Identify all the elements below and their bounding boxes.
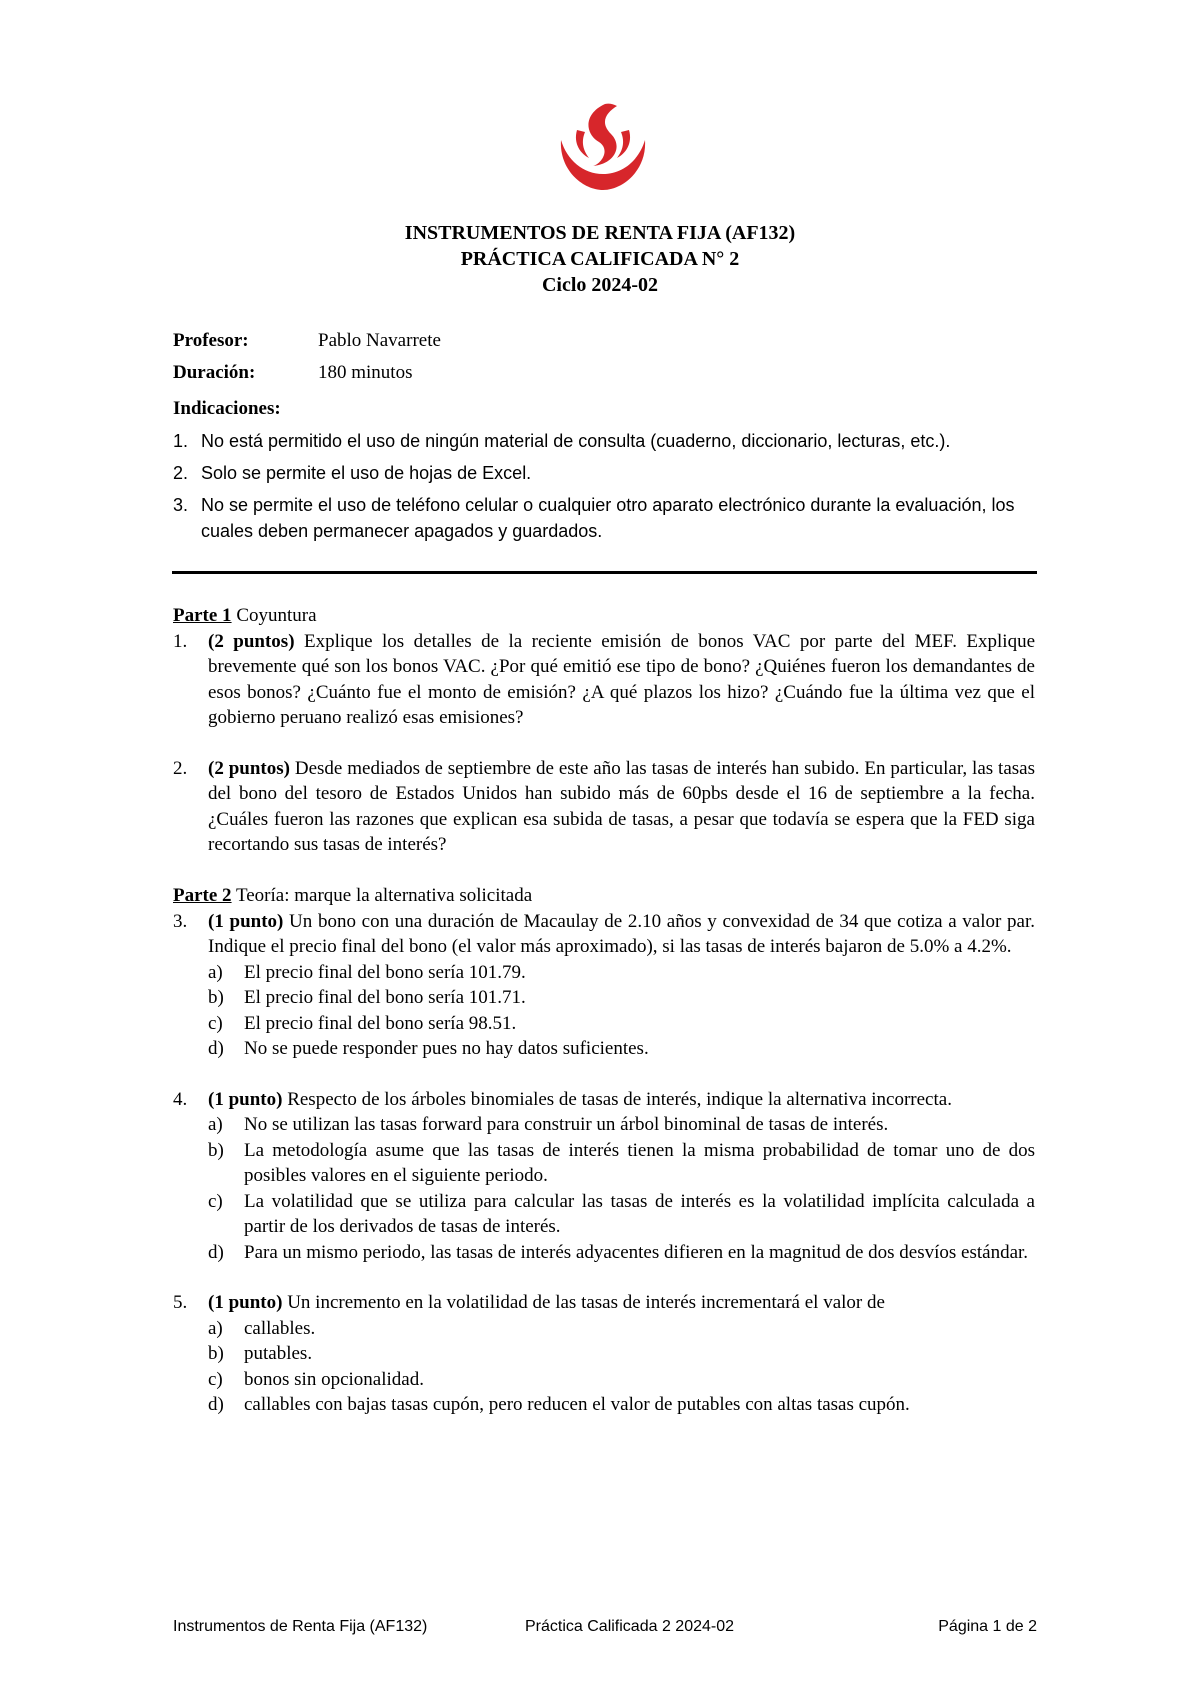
option: a) No se utilizan las tasas forward para construir un árbol binominal de tasas de interés. — [208, 1114, 889, 1135]
option: d) No se puede responder pues no hay datos suficientes. — [208, 1038, 649, 1059]
section-divider — [172, 571, 1037, 574]
option: b) putables. — [208, 1343, 313, 1364]
parte-1 — [173, 603, 1035, 858]
indicaciones-list — [173, 428, 1043, 550]
question-4: 4. (1 punto) Respecto de los árboles binomiales de tasas de interés, indique la alternativa incorrecta. a) No se utilizan las tasas forward para construir un árbol binominal de tasas de interés. b) La metodología asume que las tasas de interés tienen la misma probabilidad de tomar uno de dos posibles valores en el siguiente periodo. c) La volatilidad que se utiliza para calcular las tasas de interés es la volatilidad implícita calculada a partir de los derivados de tasas de interés. d) Para un mismo periodo, las tasas de interés adyacentes difieren en la magnitud de dos desvíos estándar. — [173, 1087, 1035, 1266]
question-1: 1. (2 puntos) Explique los detalles de la reciente emisión de bonos VAC por parte del MEF. Explique brevemente qué son los bonos VAC. ¿Por qué emitió ese tipo de bono? ¿Quiénes fueron los demandantes de esos bonos? ¿Cuánto fue el monto de emisión? ¿A qué plazos los hizo? ¿Cuándo fue la última vez que el gobierno peruano realizó esas emisiones? — [173, 630, 1036, 728]
parte-1-title: Parte 1 Coyuntura — [173, 605, 317, 626]
option: a) callables. — [208, 1317, 316, 1339]
course-title: INSTRUMENTOS DE RENTA FIJA (AF132) — [404, 222, 796, 244]
footer-left: Instrumentos de Renta Fija (AF132) — [173, 1618, 428, 1635]
footer-page-number: Página 1 de 2 — [938, 1618, 1037, 1635]
parte-2 — [173, 883, 1035, 1418]
list-item: 1. No está permitido el uso de ningún material de consulta (cuaderno, diccionario, lecturas, etc.). — [173, 431, 951, 451]
exam-header — [0, 220, 1200, 298]
question-2: 2. (2 puntos) Desde mediados de septiembre de este año las tasas de interés han subido. En particular, las tasas del bono del tesoro de Estados Unidos han subido más de 60pbs desde el 16 de septiembre a la fecha. ¿Cuáles fueron las razones que explican esa subida de tasas, a pesar que todavía se espera que la FED siga recortando sus tasas de interés? — [173, 757, 1035, 855]
question-5: 5. (1 punto) Un incremento en la volatilidad de las tasas de interés incrementará el valor de a) callables. b) putables. c) bonos sin opcionalidad. d) callables con bajas tasas cupón, pero reducen el valor de putables con altas tasas cupón. — [173, 1290, 1035, 1418]
parte-2-title: Parte 2 Teoría: marque la alternativa solicitada — [173, 885, 533, 906]
question-3: 3. (1 punto) Un bono con una duración de Macaulay de 2.10 años y convexidad de 34 que cotiza a valor par. Indique el precio final del bono (el valor más aproximado), si las tasas de interés bajaron de 5.0% a 4.2%. a) El precio final del bono sería 101.79. b) El precio final del bono sería 101.71. c) El precio final del bono sería 98.51. d) No se puede responder pues no hay datos suficientes. — [173, 909, 1035, 1062]
footer-center: Práctica Calificada 2 2024-02 — [525, 1618, 735, 1635]
indicaciones-label: Indicaciones: — [173, 398, 281, 419]
profesor-value: Pablo Navarrete — [318, 330, 441, 351]
profesor-label: Profesor: — [173, 330, 249, 351]
option: b) El precio final del bono sería 101.71. — [208, 987, 526, 1008]
university-logo-icon — [553, 100, 653, 192]
exam-title: PRÁCTICA CALIFICADA N° 2 — [460, 248, 740, 270]
duracion-value: 180 minutos — [318, 362, 413, 383]
cycle: Ciclo 2024-02 — [541, 274, 659, 296]
list-item: 2. Solo se permite el uso de hojas de Excel. — [173, 463, 532, 483]
option: a) El precio final del bono sería 101.79. — [208, 961, 526, 983]
option: d) callables con bajas tasas cupón, pero reducen el valor de putables con altas tasas cupón. — [208, 1394, 910, 1415]
list-item: 3. No se permite el uso de teléfono celular o cualquier otro aparato electrónico durante la evaluación, los cuales deben permanecer apagados y guardados. — [173, 495, 1015, 541]
option: c) La volatilidad que se utiliza para calcular las tasas de interés es la volatilidad implícita calculada a partir de los derivados de tasas de interés. — [208, 1190, 1035, 1237]
option: d) Para un mismo periodo, las tasas de interés adyacentes difieren en la magnitud de dos desvíos estándar. — [208, 1241, 1029, 1263]
option: c) bonos sin opcionalidad. — [208, 1368, 424, 1390]
duracion-label: Duración: — [173, 362, 256, 383]
exam-meta — [173, 330, 441, 394]
option: b) La metodología asume que las tasas de interés tienen la misma probabilidad de tomar uno de dos posibles valores en el siguiente periodo. — [208, 1139, 1035, 1186]
option: c) El precio final del bono sería 98.51. — [208, 1012, 517, 1034]
